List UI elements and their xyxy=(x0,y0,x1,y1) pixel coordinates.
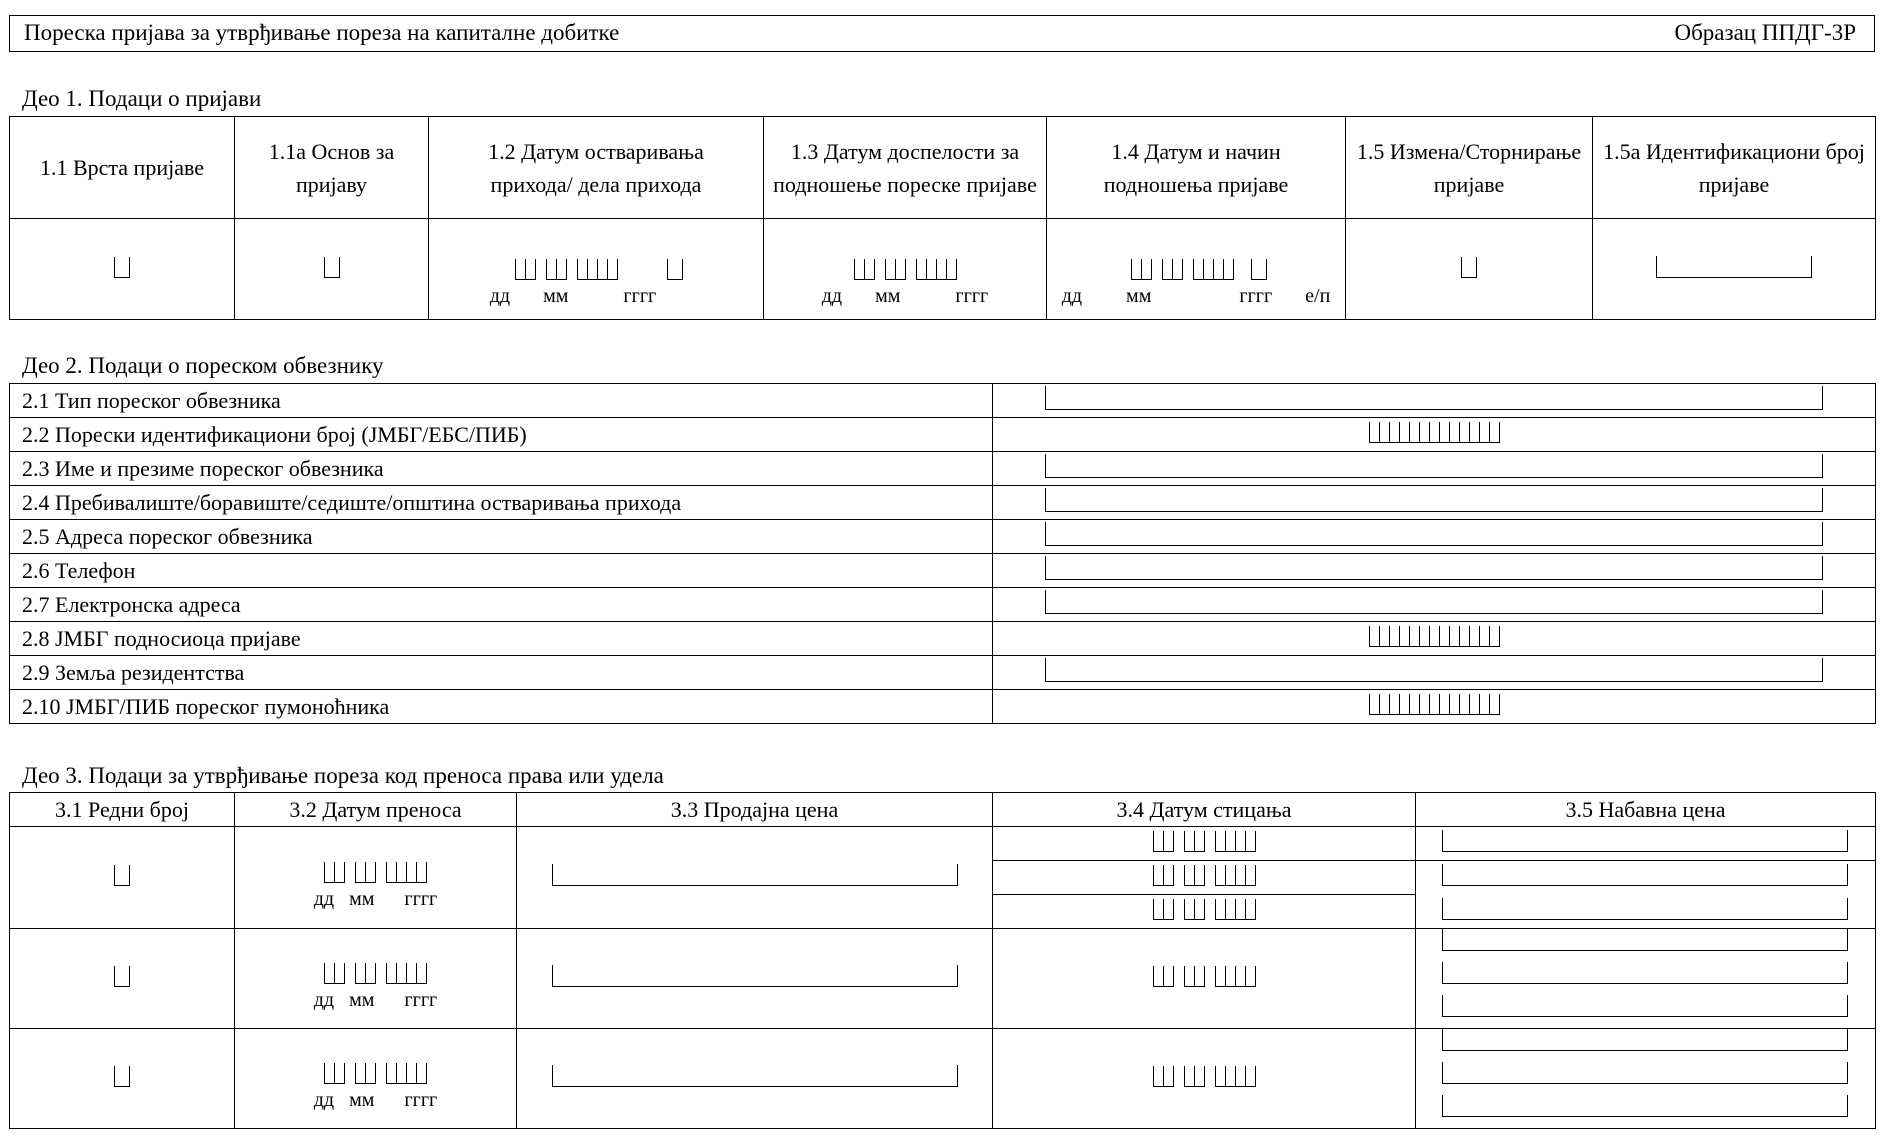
form-code: Образац ППДГ-3Р xyxy=(1674,20,1856,45)
part1-title: Део 1. Подаци о пријави xyxy=(22,86,262,111)
label-2-1: 2.1 Тип пореског обвезника xyxy=(10,384,993,418)
field-3-2-row2[interactable]: дд мм гггг xyxy=(235,929,517,1029)
header-1-1a: 1.1а Основ за пријаву xyxy=(235,117,429,219)
label-2-8: 2.8 ЈМБГ подносиоца пријаве xyxy=(10,622,993,656)
field-1-2[interactable]: дд мм гггг xyxy=(429,219,764,320)
field-2-5[interactable] xyxy=(993,520,1876,554)
header-1-3: 1.3 Датум доспелости за подношење пореске пријаве xyxy=(764,117,1047,219)
header-3-3: 3.3 Продајна цена xyxy=(517,793,993,827)
field-1-1a[interactable] xyxy=(235,219,429,320)
part2-table xyxy=(9,383,1876,724)
field-2-10[interactable] xyxy=(993,690,1876,724)
field-3-5-row3[interactable] xyxy=(1416,1029,1876,1129)
label-2-7: 2.7 Електронска адреса xyxy=(10,588,993,622)
field-3-3-row1[interactable] xyxy=(517,827,993,929)
field-3-4-row2[interactable] xyxy=(993,929,1416,1029)
field-3-3-row3[interactable] xyxy=(517,1029,993,1129)
field-3-4-row1b[interactable] xyxy=(993,861,1416,895)
field-3-2-row3[interactable]: дд мм гггг xyxy=(235,1029,517,1129)
label-2-2: 2.2 Порески идентификациони број (ЈМБГ/ЕБС/ПИБ) xyxy=(10,418,993,452)
field-2-2[interactable] xyxy=(993,418,1876,452)
form-title: Пореска пријава за утврђивање пореза на капиталне добитке xyxy=(24,20,620,45)
header-1-2: 1.2 Датум остваривања прихода/ дела прихода xyxy=(429,117,764,219)
part1-table xyxy=(9,116,1876,320)
field-3-1-row1[interactable] xyxy=(10,827,235,929)
header-1-5a: 1.5а Идентификациони број пријаве xyxy=(1593,117,1876,219)
field-3-4-row3[interactable] xyxy=(993,1029,1416,1129)
field-1-4[interactable]: дд мм гггг е/п xyxy=(1047,219,1346,320)
label-2-3: 2.3 Име и презиме пореског обвезника xyxy=(10,452,993,486)
header-3-4: 3.4 Датум стицања xyxy=(993,793,1416,827)
field-2-8[interactable] xyxy=(993,622,1876,656)
field-1-5a[interactable] xyxy=(1593,219,1876,320)
label-2-10: 2.10 ЈМБГ/ПИБ пореског пумоноћника xyxy=(10,690,993,724)
label-2-6: 2.6 Телефон xyxy=(10,554,993,588)
part3-table xyxy=(9,792,1876,1129)
part3-title: Део 3. Подаци за утврђивање пореза код преноса права или удела xyxy=(22,763,664,788)
label-2-4: 2.4 Пребивалиште/боравиште/седиште/општина остваривања прихода xyxy=(10,486,993,520)
label-2-5: 2.5 Адреса пореског обвезника xyxy=(10,520,993,554)
field-2-6[interactable] xyxy=(993,554,1876,588)
field-3-5-row2[interactable] xyxy=(1416,929,1876,1029)
field-1-5[interactable] xyxy=(1346,219,1593,320)
header-1-5: 1.5 Измена/Сторнирање пријаве xyxy=(1346,117,1593,219)
field-3-5-row1c[interactable] xyxy=(1416,895,1876,929)
header-1-1: 1.1 Врста пријаве xyxy=(10,117,235,219)
form-title-bar xyxy=(9,15,1875,52)
field-3-1-row3[interactable] xyxy=(10,1029,235,1129)
header-3-2: 3.2 Датум преноса xyxy=(235,793,517,827)
field-2-4[interactable] xyxy=(993,486,1876,520)
field-3-1-row2[interactable] xyxy=(10,929,235,1029)
field-1-3[interactable]: дд мм гггг xyxy=(764,219,1047,320)
part2-title: Део 2. Подаци о пореском обвезнику xyxy=(22,353,384,378)
field-1-1[interactable] xyxy=(10,219,235,320)
header-3-5: 3.5 Набавна цена xyxy=(1416,793,1876,827)
field-2-9[interactable] xyxy=(993,656,1876,690)
field-2-1[interactable] xyxy=(993,384,1876,418)
field-3-4-row1a[interactable] xyxy=(993,827,1416,861)
label-2-9: 2.9 Земља резидентства xyxy=(10,656,993,690)
field-3-4-row1c[interactable] xyxy=(993,895,1416,929)
field-2-3[interactable] xyxy=(993,452,1876,486)
field-3-5-row1b[interactable] xyxy=(1416,861,1876,895)
field-3-5-row1a[interactable] xyxy=(1416,827,1876,861)
field-3-3-row2[interactable] xyxy=(517,929,993,1029)
field-2-7[interactable] xyxy=(993,588,1876,622)
header-3-1: 3.1 Редни број xyxy=(10,793,235,827)
field-3-2-row1[interactable]: дд мм гггг xyxy=(235,827,517,929)
header-1-4: 1.4 Датум и начин подношења пријаве xyxy=(1047,117,1346,219)
